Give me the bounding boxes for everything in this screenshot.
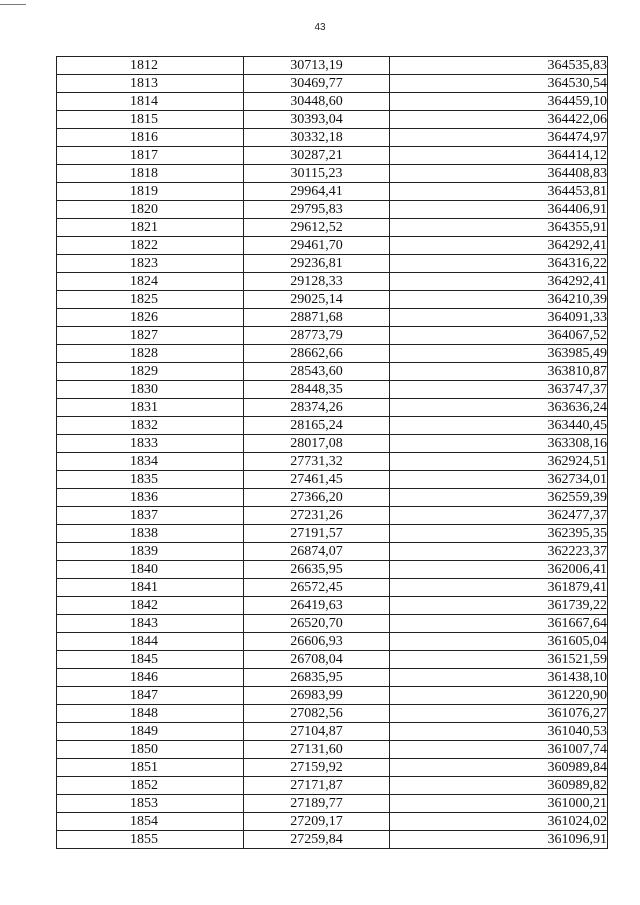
point-number-cell: [57, 507, 244, 525]
y-coordinate-cell: 364316,22: [390, 255, 608, 273]
table-row: [57, 597, 608, 615]
point-number: 1840: [130, 562, 158, 577]
table-row: [57, 489, 608, 507]
table-row: [57, 561, 608, 579]
x-coordinate-cell: 27259,84: [244, 831, 390, 849]
x-coordinate-cell: 27231,26: [244, 507, 390, 525]
point-number: 1842: [130, 598, 158, 613]
coordinates-table-body: [57, 57, 608, 849]
y-coordinate-cell: 364091,33: [390, 309, 608, 327]
y-coordinate-cell: 362924,51: [390, 453, 608, 471]
y-coordinate-cell: 364406,91: [390, 201, 608, 219]
point-number: 1820: [130, 202, 158, 217]
table-row: [57, 453, 608, 471]
table-row: [57, 813, 608, 831]
x-coordinate-cell: 30332,18: [244, 129, 390, 147]
x-coordinate-cell: 30469,77: [244, 75, 390, 93]
coordinates-table: [56, 56, 608, 849]
point-number-cell: [57, 291, 244, 309]
point-number-cell: [57, 129, 244, 147]
table-row: [57, 579, 608, 597]
x-coordinate-cell: 27159,92: [244, 759, 390, 777]
y-coordinate-cell: 364459,10: [390, 93, 608, 111]
table-row: [57, 183, 608, 201]
page-number: 43: [314, 22, 326, 33]
y-coordinate-cell: 361096,91: [390, 831, 608, 849]
y-coordinate-cell: 364210,39: [390, 291, 608, 309]
point-number-cell: [57, 183, 244, 201]
y-coordinate-cell: 364292,41: [390, 273, 608, 291]
point-number-cell: [57, 777, 244, 795]
point-number-cell: [57, 219, 244, 237]
point-number: 1830: [130, 382, 158, 397]
point-number: 1852: [130, 778, 158, 793]
point-number-cell: [57, 165, 244, 183]
point-number-cell: [57, 453, 244, 471]
x-coordinate-cell: 27082,56: [244, 705, 390, 723]
point-number: 1824: [130, 274, 158, 289]
point-number: 1847: [130, 688, 158, 703]
point-number-cell: [57, 327, 244, 345]
point-number: 1828: [130, 346, 158, 361]
table-row: [57, 75, 608, 93]
point-number-cell: [57, 345, 244, 363]
point-number-cell: [57, 399, 244, 417]
point-number: 1843: [130, 616, 158, 631]
y-coordinate-cell: 364530,54: [390, 75, 608, 93]
table-row: [57, 111, 608, 129]
y-coordinate-cell: 362006,41: [390, 561, 608, 579]
point-number: 1849: [130, 724, 158, 739]
y-coordinate-cell: 364067,52: [390, 327, 608, 345]
point-number-cell: [57, 741, 244, 759]
table-row: [57, 795, 608, 813]
y-coordinate-cell: 361521,59: [390, 651, 608, 669]
table-row: [57, 201, 608, 219]
x-coordinate-cell: 27189,77: [244, 795, 390, 813]
x-coordinate-cell: 28543,60: [244, 363, 390, 381]
point-number-cell: [57, 57, 244, 75]
table-row: [57, 255, 608, 273]
y-coordinate-cell: 362477,37: [390, 507, 608, 525]
point-number-cell: [57, 831, 244, 849]
x-coordinate-cell: 29795,83: [244, 201, 390, 219]
table-row: [57, 417, 608, 435]
table-row: [57, 471, 608, 489]
y-coordinate-cell: 364453,81: [390, 183, 608, 201]
point-number-cell: [57, 651, 244, 669]
point-number-cell: [57, 417, 244, 435]
point-number-cell: [57, 237, 244, 255]
point-number-cell: [57, 111, 244, 129]
point-number: 1834: [130, 454, 158, 469]
point-number: 1814: [130, 94, 158, 109]
y-coordinate-cell: 361007,74: [390, 741, 608, 759]
y-coordinate-cell: 362559,39: [390, 489, 608, 507]
y-coordinate-cell: 361076,27: [390, 705, 608, 723]
table-row: [57, 687, 608, 705]
point-number-cell: [57, 381, 244, 399]
point-number-cell: [57, 561, 244, 579]
y-coordinate-cell: 361000,21: [390, 795, 608, 813]
point-number: 1854: [130, 814, 158, 829]
x-coordinate-cell: 27461,45: [244, 471, 390, 489]
y-coordinate-cell: 361024,02: [390, 813, 608, 831]
x-coordinate-cell: 26835,95: [244, 669, 390, 687]
point-number: 1837: [130, 508, 158, 523]
y-coordinate-cell: 363810,87: [390, 363, 608, 381]
table-row: [57, 435, 608, 453]
table-row: [57, 615, 608, 633]
x-coordinate-cell: 27191,57: [244, 525, 390, 543]
x-coordinate-cell: 28871,68: [244, 309, 390, 327]
y-coordinate-cell: 361739,22: [390, 597, 608, 615]
table-row: [57, 777, 608, 795]
table-row: [57, 147, 608, 165]
x-coordinate-cell: 26520,70: [244, 615, 390, 633]
point-number: 1816: [130, 130, 158, 145]
point-number: 1833: [130, 436, 158, 451]
point-number-cell: [57, 813, 244, 831]
x-coordinate-cell: 30393,04: [244, 111, 390, 129]
point-number: 1835: [130, 472, 158, 487]
y-coordinate-cell: 363747,37: [390, 381, 608, 399]
table-row: [57, 381, 608, 399]
table-row: [57, 759, 608, 777]
y-coordinate-cell: 364474,97: [390, 129, 608, 147]
y-coordinate-cell: 363636,24: [390, 399, 608, 417]
point-number: 1829: [130, 364, 158, 379]
point-number: 1822: [130, 238, 158, 253]
x-coordinate-cell: 30713,19: [244, 57, 390, 75]
y-coordinate-cell: 360989,84: [390, 759, 608, 777]
y-coordinate-cell: 364414,12: [390, 147, 608, 165]
point-number: 1838: [130, 526, 158, 541]
table-row: [57, 291, 608, 309]
point-number: 1815: [130, 112, 158, 127]
point-number: 1818: [130, 166, 158, 181]
table-row: [57, 651, 608, 669]
y-coordinate-cell: 362734,01: [390, 471, 608, 489]
point-number-cell: [57, 615, 244, 633]
x-coordinate-cell: 27366,20: [244, 489, 390, 507]
x-coordinate-cell: 29236,81: [244, 255, 390, 273]
point-number-cell: [57, 795, 244, 813]
table-row: [57, 93, 608, 111]
table-row: [57, 669, 608, 687]
x-coordinate-cell: 28662,66: [244, 345, 390, 363]
x-coordinate-cell: 27209,17: [244, 813, 390, 831]
point-number: 1844: [130, 634, 158, 649]
x-coordinate-cell: 27131,60: [244, 741, 390, 759]
point-number: 1831: [130, 400, 158, 415]
y-coordinate-cell: 361667,64: [390, 615, 608, 633]
x-coordinate-cell: 30287,21: [244, 147, 390, 165]
point-number: 1812: [130, 58, 158, 73]
table-row: [57, 327, 608, 345]
point-number-cell: [57, 363, 244, 381]
y-coordinate-cell: 361605,04: [390, 633, 608, 651]
point-number: 1853: [130, 796, 158, 811]
table-row: [57, 399, 608, 417]
table-row: [57, 723, 608, 741]
point-number: 1836: [130, 490, 158, 505]
x-coordinate-cell: 30448,60: [244, 93, 390, 111]
y-coordinate-cell: 362223,37: [390, 543, 608, 561]
y-coordinate-cell: 362395,35: [390, 525, 608, 543]
table-row: [57, 237, 608, 255]
point-number: 1832: [130, 418, 158, 433]
x-coordinate-cell: 29612,52: [244, 219, 390, 237]
table-row: [57, 363, 608, 381]
point-number-cell: [57, 435, 244, 453]
point-number-cell: [57, 255, 244, 273]
y-coordinate-cell: 361040,53: [390, 723, 608, 741]
x-coordinate-cell: 28165,24: [244, 417, 390, 435]
table-row: [57, 705, 608, 723]
point-number: 1827: [130, 328, 158, 343]
point-number: 1845: [130, 652, 158, 667]
point-number: 1826: [130, 310, 158, 325]
y-coordinate-cell: 364292,41: [390, 237, 608, 255]
table-row: [57, 165, 608, 183]
table-row: [57, 219, 608, 237]
table-row: [57, 525, 608, 543]
point-number-cell: [57, 309, 244, 327]
table-row: [57, 633, 608, 651]
x-coordinate-cell: 26572,45: [244, 579, 390, 597]
point-number-cell: [57, 471, 244, 489]
point-number: 1851: [130, 760, 158, 775]
x-coordinate-cell: 26635,95: [244, 561, 390, 579]
x-coordinate-cell: 26708,04: [244, 651, 390, 669]
point-number-cell: [57, 723, 244, 741]
table-row: [57, 345, 608, 363]
x-coordinate-cell: 26983,99: [244, 687, 390, 705]
table-row: [57, 57, 608, 75]
point-number: 1813: [130, 76, 158, 91]
table-row: [57, 831, 608, 849]
x-coordinate-cell: 27731,32: [244, 453, 390, 471]
point-number-cell: [57, 147, 244, 165]
point-number-cell: [57, 759, 244, 777]
point-number-cell: [57, 705, 244, 723]
point-number: 1825: [130, 292, 158, 307]
point-number: 1819: [130, 184, 158, 199]
x-coordinate-cell: 28448,35: [244, 381, 390, 399]
point-number-cell: [57, 543, 244, 561]
x-coordinate-cell: 29128,33: [244, 273, 390, 291]
point-number-cell: [57, 75, 244, 93]
y-coordinate-cell: 360989,82: [390, 777, 608, 795]
y-coordinate-cell: 364355,91: [390, 219, 608, 237]
point-number-cell: [57, 633, 244, 651]
point-number: 1841: [130, 580, 158, 595]
table-row: [57, 543, 608, 561]
x-coordinate-cell: 27104,87: [244, 723, 390, 741]
point-number-cell: [57, 489, 244, 507]
point-number: 1855: [130, 832, 158, 847]
x-coordinate-cell: 28374,26: [244, 399, 390, 417]
x-coordinate-cell: 29461,70: [244, 237, 390, 255]
table-row: [57, 309, 608, 327]
y-coordinate-cell: 361220,90: [390, 687, 608, 705]
y-coordinate-cell: 364422,06: [390, 111, 608, 129]
x-coordinate-cell: 26874,07: [244, 543, 390, 561]
point-number-cell: [57, 93, 244, 111]
table-row: [57, 129, 608, 147]
table-row: [57, 741, 608, 759]
point-number-cell: [57, 201, 244, 219]
point-number: 1848: [130, 706, 158, 721]
point-number: 1839: [130, 544, 158, 559]
y-coordinate-cell: 364535,83: [390, 57, 608, 75]
point-number: 1850: [130, 742, 158, 757]
x-coordinate-cell: 26419,63: [244, 597, 390, 615]
y-coordinate-cell: 364408,83: [390, 165, 608, 183]
table-row: [57, 507, 608, 525]
y-coordinate-cell: 361438,10: [390, 669, 608, 687]
point-number: 1817: [130, 148, 158, 163]
x-coordinate-cell: 28017,08: [244, 435, 390, 453]
point-number-cell: [57, 525, 244, 543]
point-number-cell: [57, 579, 244, 597]
x-coordinate-cell: 29025,14: [244, 291, 390, 309]
point-number: 1821: [130, 220, 158, 235]
y-coordinate-cell: 361879,41: [390, 579, 608, 597]
point-number-cell: [57, 687, 244, 705]
x-coordinate-cell: 30115,23: [244, 165, 390, 183]
x-coordinate-cell: 29964,41: [244, 183, 390, 201]
point-number-cell: [57, 273, 244, 291]
point-number: 1846: [130, 670, 158, 685]
point-number-cell: [57, 597, 244, 615]
scan-corner-mark: [0, 4, 26, 5]
x-coordinate-cell: 26606,93: [244, 633, 390, 651]
point-number-cell: [57, 669, 244, 687]
y-coordinate-cell: 363308,16: [390, 435, 608, 453]
y-coordinate-cell: 363985,49: [390, 345, 608, 363]
table-row: [57, 273, 608, 291]
x-coordinate-cell: 28773,79: [244, 327, 390, 345]
x-coordinate-cell: 27171,87: [244, 777, 390, 795]
point-number: 1823: [130, 256, 158, 271]
y-coordinate-cell: 363440,45: [390, 417, 608, 435]
